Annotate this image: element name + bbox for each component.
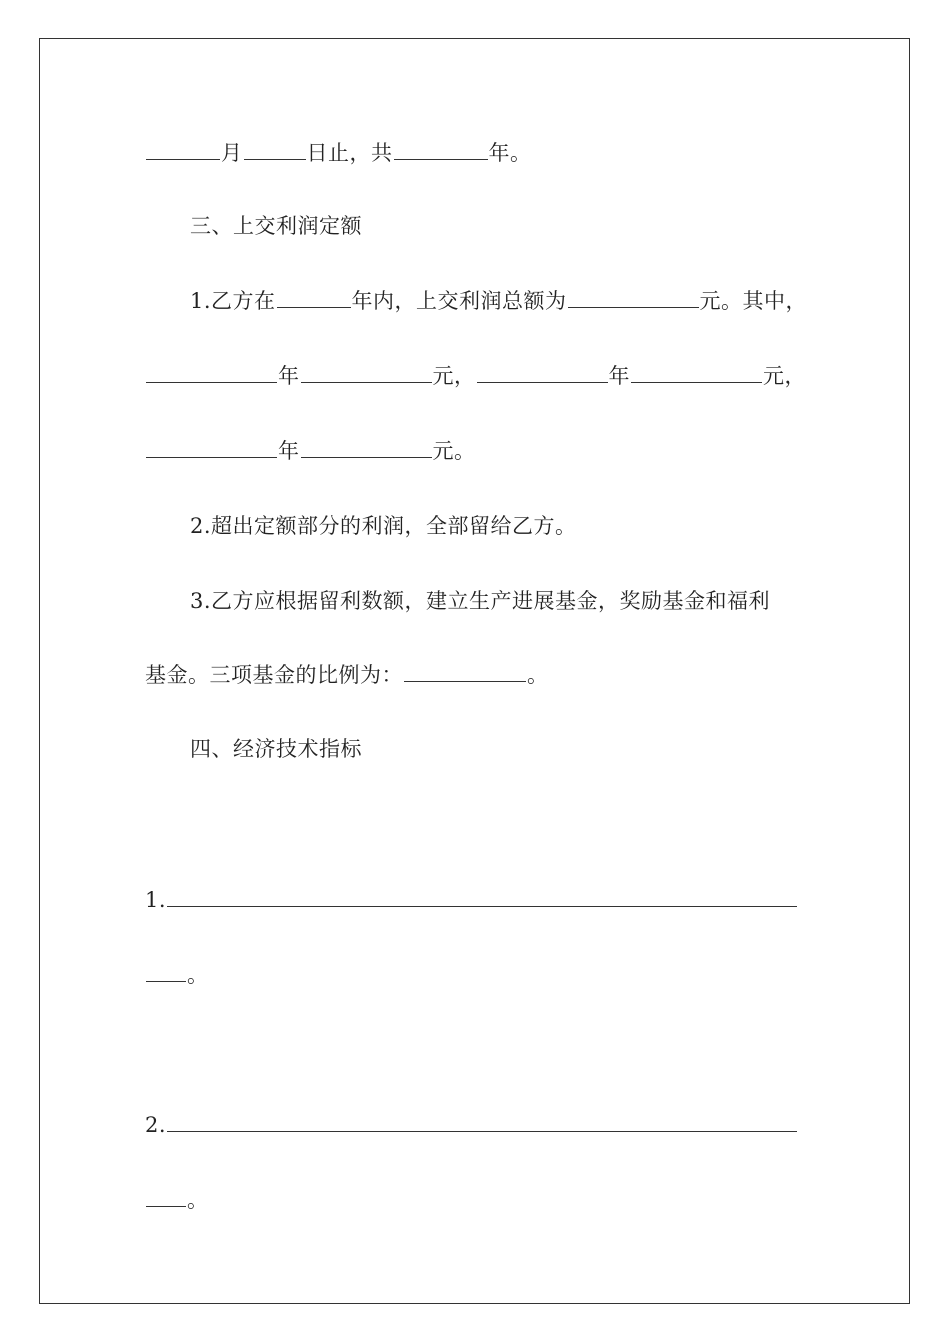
indicator-row: 1. <box>145 886 798 914</box>
term-line: 月 日止，共 年。 <box>145 139 532 167</box>
blank-field[interactable] <box>244 139 306 160</box>
blank-field[interactable] <box>631 362 762 383</box>
blank-field[interactable] <box>404 661 526 682</box>
section-heading: 三、上交利润定额 <box>190 214 362 238</box>
blank-field[interactable] <box>146 437 277 458</box>
paragraph: 年 元， 年 元， <box>145 362 806 390</box>
blank-field[interactable] <box>167 1111 797 1132</box>
blank-field[interactable] <box>146 139 220 160</box>
blank-field[interactable] <box>146 961 186 982</box>
paragraph: 1.乙方在 年内，上交利润总额为 元。其中， <box>190 289 808 313</box>
blank-field[interactable] <box>277 287 351 308</box>
blank-field[interactable] <box>146 1186 186 1207</box>
blank-field[interactable] <box>477 362 608 383</box>
blank-field[interactable] <box>301 362 432 383</box>
blank-field[interactable] <box>146 362 277 383</box>
blank-field[interactable] <box>167 886 797 907</box>
section-heading: 四、经济技术指标 <box>190 737 362 761</box>
indicator-row: 2. <box>145 1111 798 1139</box>
paragraph: 年 元。 <box>145 437 476 465</box>
blank-field[interactable] <box>301 437 432 458</box>
indicator-row: 。 <box>145 961 209 989</box>
paragraph: 3.乙方应根据留利数额，建立生产进展基金，奖励基金和福利 <box>190 589 771 613</box>
blank-field[interactable] <box>394 139 488 160</box>
paragraph: 基金。三项基金的比例为： 。 <box>145 663 549 687</box>
blank-field[interactable] <box>568 287 699 308</box>
paragraph: 2.超出定额部分的利润，全部留给乙方。 <box>190 514 577 538</box>
indicator-row: 。 <box>145 1186 209 1214</box>
